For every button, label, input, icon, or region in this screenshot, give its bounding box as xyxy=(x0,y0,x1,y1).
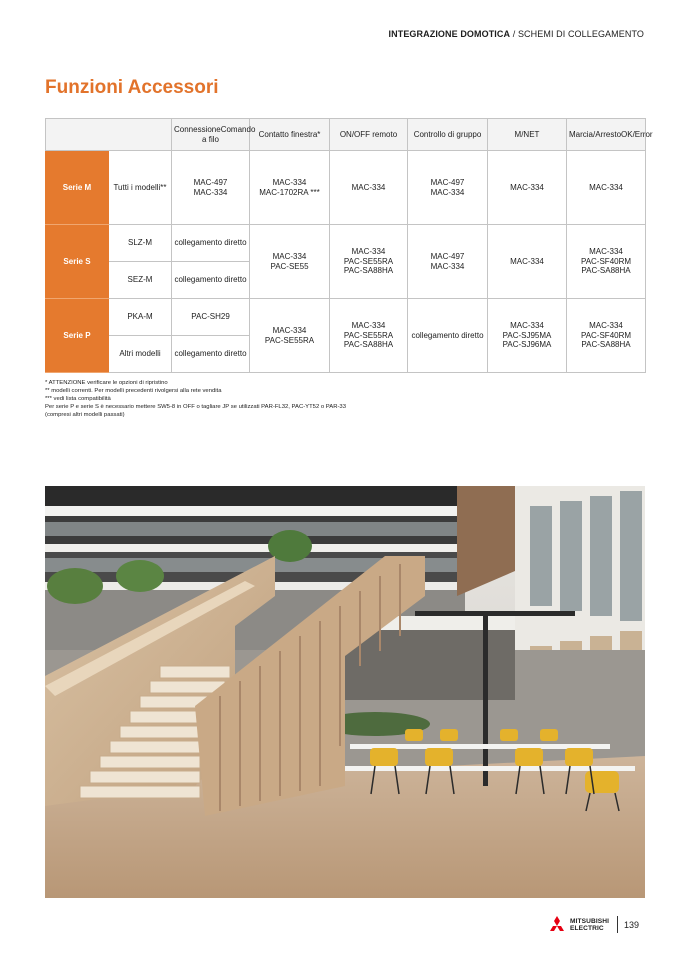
table-header-row xyxy=(46,119,646,151)
brand-name xyxy=(570,918,609,932)
atrium-photo xyxy=(45,486,645,898)
atrium-illustration xyxy=(45,486,645,898)
model-cell: SLZ-M xyxy=(109,225,172,262)
page-number: 139 xyxy=(624,920,640,930)
cell-connessione: collegamento diretto xyxy=(172,262,250,299)
model-cell: Tutti i modelli** xyxy=(109,151,172,225)
cell-gruppo: MAC-497 MAC-334 xyxy=(408,151,488,225)
cell-connessione: MAC-497 MAC-334 xyxy=(172,151,250,225)
table-row-serie-s-1 xyxy=(46,225,646,262)
col-header-gruppo: Controllo di gruppo xyxy=(408,119,488,151)
table-corner xyxy=(46,119,172,151)
accessories-table xyxy=(45,118,653,373)
page-title: Funzioni Accessori xyxy=(45,77,219,98)
model-cell: SEZ-M xyxy=(109,262,172,299)
col-header-onoff: ON/OFF remoto xyxy=(330,119,408,151)
three-diamonds-icon xyxy=(547,916,567,934)
header-section: INTEGRAZIONE DOMOTICA xyxy=(388,29,511,39)
cell-mnet: MAC-334 xyxy=(488,225,567,299)
cell-onoff: MAC-334 xyxy=(330,151,408,225)
cell-marcia: MAC-334 PAC-SF40RM PAC-SA88HA xyxy=(567,299,646,373)
footnotes xyxy=(45,379,346,419)
cell-onoff: MAC-334 PAC-SE55RA PAC-SA88HA xyxy=(330,225,408,299)
cell-onoff: MAC-334 PAC-SE55RA PAC-SA88HA xyxy=(330,299,408,373)
header-subsection: SCHEMI DI COLLEGAMENTO xyxy=(517,29,644,39)
cell-connessione: collegamento diretto xyxy=(172,336,250,373)
footer-divider xyxy=(617,916,618,933)
table-row-serie-p-1 xyxy=(46,299,646,336)
col-header-connessione: ConnessioneComando a filo xyxy=(172,119,250,151)
cell-marcia: MAC-334 xyxy=(567,151,646,225)
cell-gruppo: collegamento diretto xyxy=(408,299,488,373)
brand-logo xyxy=(547,916,609,934)
header-separator: / xyxy=(510,29,518,39)
cell-contatto: MAC-334 MAC-1702RA *** xyxy=(250,151,330,225)
cell-mnet: MAC-334 PAC-SJ95MA PAC-SJ96MA xyxy=(488,299,567,373)
footnote: (compresi altri modelli passati) xyxy=(45,412,125,418)
footnote: *** vedi lista compatibilità xyxy=(45,396,111,402)
col-header-marcia: Marcia/ArrestoOK/Error xyxy=(567,119,646,151)
series-label-p: Serie P xyxy=(46,299,109,373)
cell-marcia: MAC-334 PAC-SF40RM PAC-SA88HA xyxy=(567,225,646,299)
cell-gruppo: MAC-497 MAC-334 xyxy=(408,225,488,299)
brand-line: MITSUBISHI xyxy=(570,918,610,925)
brand-line: ELECTRIC xyxy=(570,925,604,932)
cell-connessione: collegamento diretto xyxy=(172,225,250,262)
table-row-serie-m xyxy=(46,151,646,225)
page-header xyxy=(389,29,644,39)
cell-connessione: PAC-SH29 xyxy=(172,299,250,336)
cell-contatto: MAC-334 PAC-SE55 xyxy=(250,225,330,299)
footnote: * ATTENZIONE verificare le opzioni di ripristino xyxy=(45,380,168,386)
footnote: ** modelli correnti. Per modelli precedenti rivolgersi alla rete vendita xyxy=(45,388,222,394)
series-label-s: Serie S xyxy=(46,225,109,299)
cell-contatto: MAC-334 PAC-SE55RA xyxy=(250,299,330,373)
model-cell: Altri modelli xyxy=(109,336,172,373)
series-label-m: Serie M xyxy=(46,151,109,225)
cell-mnet: MAC-334 xyxy=(488,151,567,225)
col-header-contatto: Contatto finestra* xyxy=(250,119,330,151)
col-header-mnet: M/NET xyxy=(488,119,567,151)
footnote: Per serie P e serie S è necessario mettere SW5-8 in OFF o tagliare JP se utilizzati PAR-FL32, PAC-YT52 o PAR-33 xyxy=(45,404,346,410)
model-cell: PKA-M xyxy=(109,299,172,336)
